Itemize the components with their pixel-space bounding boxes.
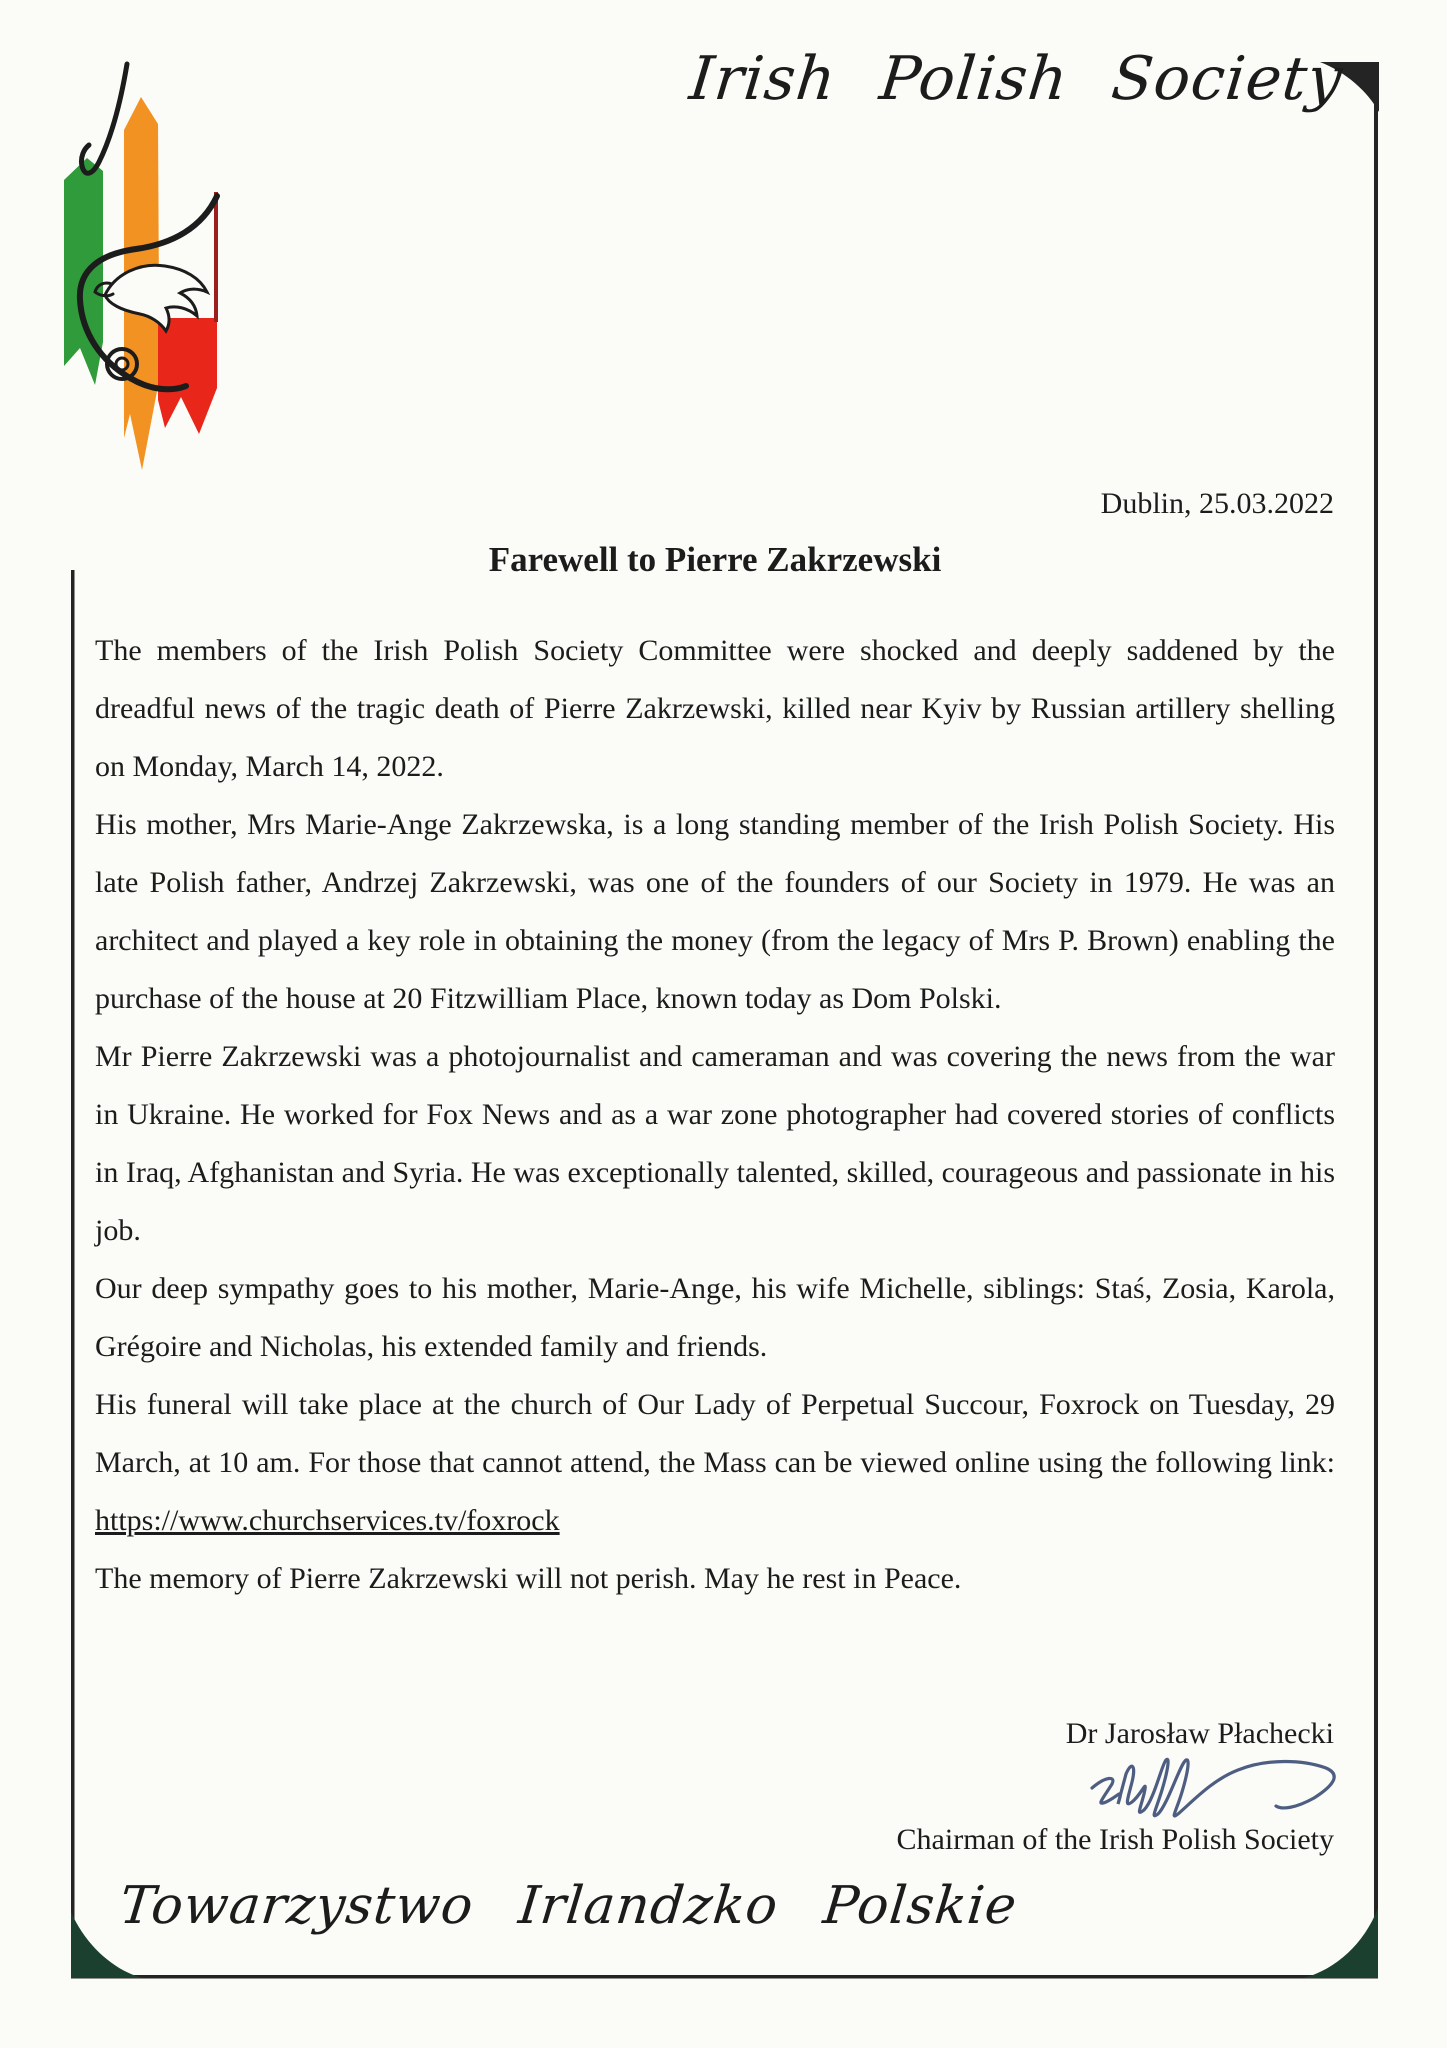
- paragraph: The members of the Irish Polish Society Committee were shocked and deeply saddened by the dreadful news of the tragic death of Pierre Zakrzewski, killed near Kyiv by Russian artillery shelling on Monday, March 14, 2022.: [95, 634, 1335, 783]
- paragraph-text: His funeral will take place at the church of Our Lady of Perpetual Succour, Foxrock on Tuesday, 29 March, at 10 am. For those that cannot attend, the Mass can be viewed online using the following link:: [95, 1388, 1335, 1479]
- letterhead-script-title: Irish Polish Society: [686, 44, 1347, 114]
- paragraph: Our deep sympathy goes to his mother, Marie-Ange, his wife Michelle, siblings: Staś, Zosia, Karola, Grégoire and Nicholas, his extended family and friends.: [95, 1272, 1335, 1363]
- letter-title: Farewell to Pierre Zakrzewski: [488, 540, 942, 579]
- signatory-name: Dr Jarosław Płachecki: [1065, 1717, 1334, 1750]
- footer-script-title: Towarzystwo Irlandzko Polskie: [116, 1876, 1021, 1936]
- paragraph: Mr Pierre Zakrzewski was a photojournalist and cameraman and was covering the news from the war in Ukraine. He worked for Fox News and as a war zone photographer had covered stories of conflicts in Iraq, Afghanistan and Syria. He was exceptionally talented, skilled, courageous and passionate in his job.: [95, 1040, 1335, 1247]
- dateline: Dublin, 25.03.2022: [1100, 487, 1334, 520]
- mass-stream-link: https://www.churchservices.tv/foxrock: [95, 1504, 560, 1537]
- irish-polish-flags-eagle-logo: [64, 64, 218, 470]
- paragraph: His mother, Mrs Marie-Ange Zakrzewska, is a long standing member of the Irish Polish Society. His late Polish father, Andrzej Zakrzewski, was one of the founders of our Society in 1979. He was an architect and played a key role in obtaining the money (from the legacy of Mrs P. Brown) enabling the purchase of the house at 20 Fitzwilliam Place, known today as Dom Polski.: [95, 808, 1335, 1015]
- signatory-title: Chairman of the Irish Polish Society: [896, 1823, 1334, 1856]
- paragraph: The memory of Pierre Zakrzewski will not perish. May he rest in Peace.: [95, 1562, 962, 1595]
- letter-body: [95, 622, 1335, 1608]
- paragraph: [95, 1376, 1335, 1550]
- signature-block: [897, 1712, 1334, 1860]
- handwritten-signature-icon: [1078, 1756, 1350, 1820]
